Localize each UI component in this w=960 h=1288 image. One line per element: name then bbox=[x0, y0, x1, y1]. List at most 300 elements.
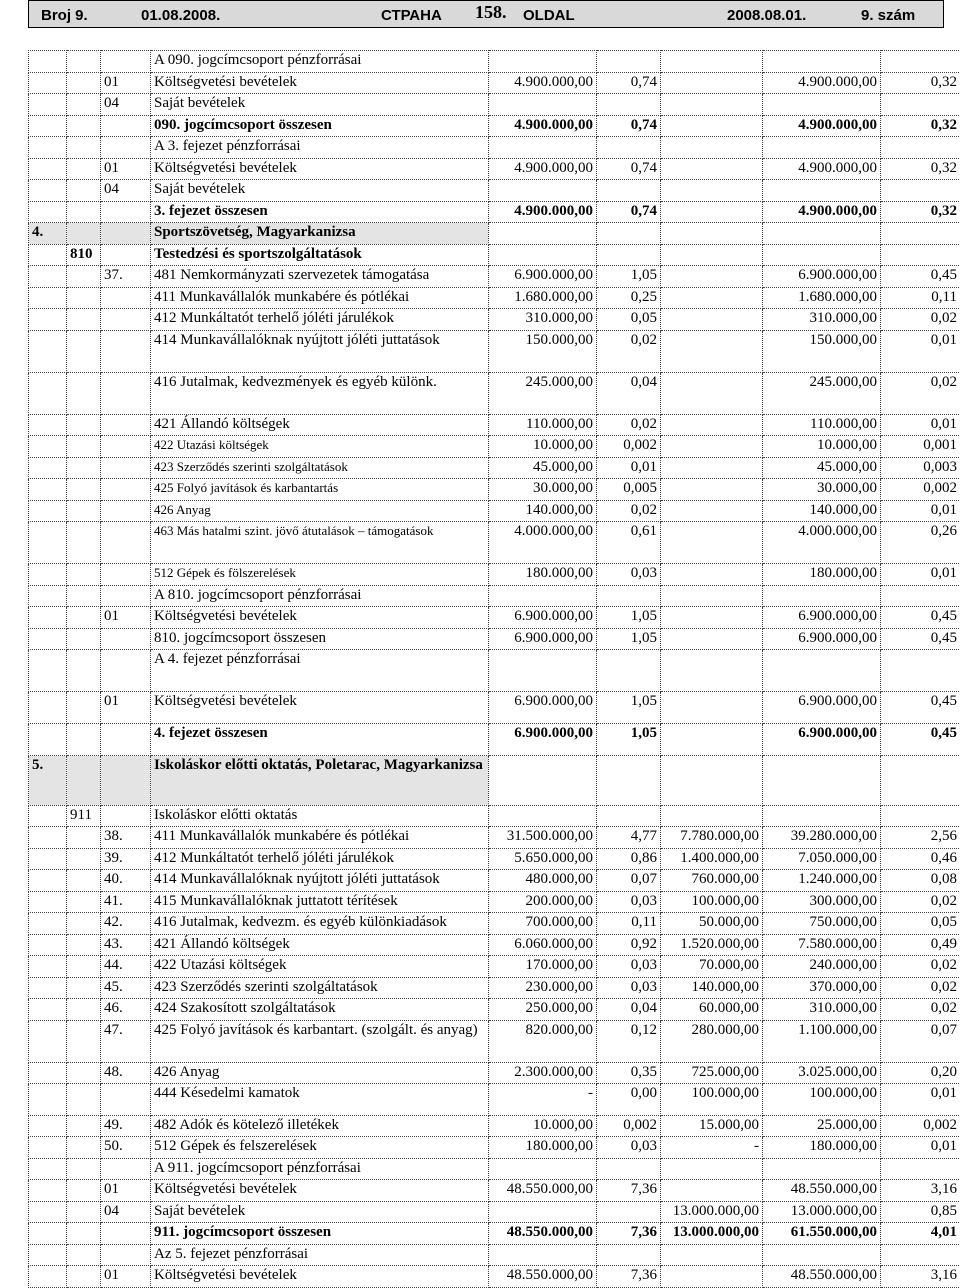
cell-description: 426 Anyag bbox=[151, 500, 489, 522]
cell-percent: 0,61 bbox=[597, 522, 661, 564]
cell-total-percent: 0,45 bbox=[881, 266, 960, 288]
cell-group bbox=[67, 1244, 101, 1266]
cell-total: 6.900.000,00 bbox=[763, 266, 881, 288]
cell-percent bbox=[597, 805, 661, 827]
cell-other-amount bbox=[661, 457, 763, 479]
cell-chapter bbox=[29, 201, 67, 223]
cell-total bbox=[763, 805, 881, 827]
cell-other-amount: 140.000,00 bbox=[661, 977, 763, 999]
cell-description: 423 Szerződés szerinti szolgáltatások bbox=[151, 977, 489, 999]
cell-total bbox=[763, 94, 881, 116]
cell-total: 310.000,00 bbox=[763, 999, 881, 1021]
cell-other-amount bbox=[661, 94, 763, 116]
cell-total bbox=[763, 1244, 881, 1266]
cell-other-amount bbox=[661, 372, 763, 414]
cell-description: A 090. jogcímcsoport pénzforrásai bbox=[151, 51, 489, 73]
cell-total: 45.000,00 bbox=[763, 457, 881, 479]
cell-amount: 48.550.000,00 bbox=[489, 1266, 597, 1288]
cell-amount: 6.900.000,00 bbox=[489, 723, 597, 755]
cell-percent: 0,002 bbox=[597, 436, 661, 458]
cell-percent: 0,07 bbox=[597, 870, 661, 892]
cell-percent bbox=[597, 51, 661, 73]
cell-amount: - bbox=[489, 1084, 597, 1116]
cell-other-amount: 15.000,00 bbox=[661, 1115, 763, 1137]
cell-item: 40. bbox=[101, 870, 151, 892]
cell-item bbox=[101, 479, 151, 501]
cell-item bbox=[101, 137, 151, 159]
cell-percent bbox=[597, 585, 661, 607]
cell-total-percent: 0,001 bbox=[881, 436, 960, 458]
cell-item bbox=[101, 115, 151, 137]
cell-chapter: 5. bbox=[29, 755, 67, 805]
cell-description: 421 Állandó költségek bbox=[151, 934, 489, 956]
cell-chapter bbox=[29, 436, 67, 458]
cell-other-amount bbox=[661, 585, 763, 607]
cell-percent: 0,35 bbox=[597, 1062, 661, 1084]
cell-item bbox=[101, 723, 151, 755]
cell-other-amount bbox=[661, 180, 763, 202]
cell-chapter bbox=[29, 1223, 67, 1245]
cell-item: 48. bbox=[101, 1062, 151, 1084]
cell-group bbox=[67, 1020, 101, 1062]
cell-other-amount bbox=[661, 287, 763, 309]
cell-percent: 0,005 bbox=[597, 479, 661, 501]
cell-other-amount: 60.000,00 bbox=[661, 999, 763, 1021]
cell-other-amount bbox=[661, 436, 763, 458]
cell-total-percent: 3,16 bbox=[881, 1180, 960, 1202]
cell-amount bbox=[489, 805, 597, 827]
cell-other-amount bbox=[661, 479, 763, 501]
cell-chapter bbox=[29, 607, 67, 629]
cell-total bbox=[763, 223, 881, 245]
cell-description: 463 Más hatalmi szint. jövő átutalások – támogatások bbox=[151, 522, 489, 564]
cell-total: 6.900.000,00 bbox=[763, 628, 881, 650]
cell-item bbox=[101, 51, 151, 73]
cell-percent: 0,04 bbox=[597, 372, 661, 414]
cell-chapter bbox=[29, 585, 67, 607]
cell-chapter bbox=[29, 479, 67, 501]
cell-amount: 31.500.000,00 bbox=[489, 827, 597, 849]
cell-amount: 250.000,00 bbox=[489, 999, 597, 1021]
header-date-left: 01.08.2008. bbox=[141, 7, 220, 24]
cell-percent: 0,03 bbox=[597, 891, 661, 913]
cell-group bbox=[67, 372, 101, 414]
cell-percent bbox=[597, 137, 661, 159]
table-row bbox=[29, 827, 960, 849]
cell-percent: 1,05 bbox=[597, 628, 661, 650]
cell-group bbox=[67, 607, 101, 629]
table-row bbox=[29, 692, 960, 724]
cell-total-percent: 0,49 bbox=[881, 934, 960, 956]
cell-total: 140.000,00 bbox=[763, 500, 881, 522]
cell-percent bbox=[597, 1201, 661, 1223]
cell-other-amount: 70.000,00 bbox=[661, 956, 763, 978]
cell-percent bbox=[597, 180, 661, 202]
cell-amount bbox=[489, 1244, 597, 1266]
cell-amount: 4.900.000,00 bbox=[489, 72, 597, 94]
cell-amount: 480.000,00 bbox=[489, 870, 597, 892]
cell-amount: 180.000,00 bbox=[489, 564, 597, 586]
cell-other-amount bbox=[661, 330, 763, 372]
cell-group bbox=[67, 1137, 101, 1159]
cell-total: 1.240.000,00 bbox=[763, 870, 881, 892]
cell-percent bbox=[597, 223, 661, 245]
cell-chapter bbox=[29, 999, 67, 1021]
cell-group bbox=[67, 309, 101, 331]
cell-total-percent: 0,05 bbox=[881, 913, 960, 935]
cell-description: 482 Adók és kötelező illetékek bbox=[151, 1115, 489, 1137]
cell-description: 414 Munkavállalóknak nyújtott jóléti juttatások bbox=[151, 330, 489, 372]
cell-amount: 5.650.000,00 bbox=[489, 848, 597, 870]
table-row bbox=[29, 913, 960, 935]
cell-group bbox=[67, 913, 101, 935]
cell-total: 245.000,00 bbox=[763, 372, 881, 414]
cell-amount: 820.000,00 bbox=[489, 1020, 597, 1062]
cell-other-amount: 100.000,00 bbox=[661, 1084, 763, 1116]
table-row bbox=[29, 977, 960, 999]
cell-group bbox=[67, 564, 101, 586]
budget-table-body bbox=[29, 51, 960, 1288]
table-row bbox=[29, 309, 960, 331]
cell-total-percent: 0,07 bbox=[881, 1020, 960, 1062]
cell-description: 444 Késedelmi kamatok bbox=[151, 1084, 489, 1116]
table-row bbox=[29, 1266, 960, 1288]
cell-description: Saját bevételek bbox=[151, 180, 489, 202]
cell-percent: 0,03 bbox=[597, 564, 661, 586]
table-row bbox=[29, 436, 960, 458]
cell-group bbox=[67, 999, 101, 1021]
cell-other-amount bbox=[661, 158, 763, 180]
cell-item: 49. bbox=[101, 1115, 151, 1137]
cell-total bbox=[763, 1158, 881, 1180]
cell-percent: 7,36 bbox=[597, 1180, 661, 1202]
cell-total: 4.900.000,00 bbox=[763, 201, 881, 223]
cell-total-percent: 0,01 bbox=[881, 500, 960, 522]
cell-group bbox=[67, 1158, 101, 1180]
cell-amount bbox=[489, 650, 597, 692]
cell-item: 37. bbox=[101, 266, 151, 288]
cell-percent: 0,02 bbox=[597, 414, 661, 436]
table-row bbox=[29, 999, 960, 1021]
cell-chapter bbox=[29, 1244, 67, 1266]
cell-chapter bbox=[29, 372, 67, 414]
cell-item bbox=[101, 805, 151, 827]
cell-description: 422 Utazási költségek bbox=[151, 956, 489, 978]
cell-description: Költségvetési bevételek bbox=[151, 1180, 489, 1202]
table-row bbox=[29, 848, 960, 870]
cell-chapter bbox=[29, 1084, 67, 1116]
cell-item bbox=[101, 330, 151, 372]
cell-total-percent: 0,32 bbox=[881, 72, 960, 94]
cell-total bbox=[763, 585, 881, 607]
cell-item: 46. bbox=[101, 999, 151, 1021]
cell-total-percent: 0,45 bbox=[881, 607, 960, 629]
cell-total-percent bbox=[881, 180, 960, 202]
table-row bbox=[29, 94, 960, 116]
cell-other-amount bbox=[661, 692, 763, 724]
cell-chapter bbox=[29, 287, 67, 309]
cell-amount: 180.000,00 bbox=[489, 1137, 597, 1159]
cell-other-amount bbox=[661, 137, 763, 159]
cell-total-percent: 0,01 bbox=[881, 1137, 960, 1159]
table-row bbox=[29, 870, 960, 892]
cell-percent bbox=[597, 755, 661, 805]
cell-description: Költségvetési bevételek bbox=[151, 692, 489, 724]
cell-group bbox=[67, 266, 101, 288]
cell-chapter bbox=[29, 1201, 67, 1223]
cell-group bbox=[67, 500, 101, 522]
cell-description: 425 Folyó javítások és karbantart. (szolgált. és anyag) bbox=[151, 1020, 489, 1062]
cell-group bbox=[67, 827, 101, 849]
cell-item bbox=[101, 500, 151, 522]
table-row bbox=[29, 956, 960, 978]
cell-description: Saját bevételek bbox=[151, 94, 489, 116]
cell-item bbox=[101, 223, 151, 245]
cell-item: 01 bbox=[101, 72, 151, 94]
cell-chapter bbox=[29, 848, 67, 870]
cell-amount: 140.000,00 bbox=[489, 500, 597, 522]
cell-group bbox=[67, 692, 101, 724]
cell-chapter bbox=[29, 628, 67, 650]
table-row bbox=[29, 607, 960, 629]
cell-description: 416 Jutalmak, kedvezm. és egyéb különkiadások bbox=[151, 913, 489, 935]
table-row bbox=[29, 137, 960, 159]
cell-other-amount: 7.780.000,00 bbox=[661, 827, 763, 849]
cell-group bbox=[67, 223, 101, 245]
cell-percent: 1,05 bbox=[597, 266, 661, 288]
cell-percent: 0,02 bbox=[597, 500, 661, 522]
cell-group bbox=[67, 201, 101, 223]
cell-total-percent bbox=[881, 1158, 960, 1180]
cell-description: 411 Munkavállalók munkabére és pótlékai bbox=[151, 287, 489, 309]
cell-chapter bbox=[29, 913, 67, 935]
cell-group bbox=[67, 1115, 101, 1137]
cell-chapter bbox=[29, 137, 67, 159]
cell-amount: 4.900.000,00 bbox=[489, 158, 597, 180]
cell-chapter bbox=[29, 723, 67, 755]
cell-item: 45. bbox=[101, 977, 151, 999]
cell-total-percent: 0,02 bbox=[881, 956, 960, 978]
cell-group bbox=[67, 522, 101, 564]
cell-total-percent: 0,003 bbox=[881, 457, 960, 479]
cell-total-percent: 0,01 bbox=[881, 330, 960, 372]
table-row bbox=[29, 1062, 960, 1084]
cell-amount bbox=[489, 1158, 597, 1180]
cell-description: 412 Munkáltatót terhelő jóléti járulékok bbox=[151, 848, 489, 870]
cell-chapter bbox=[29, 522, 67, 564]
cell-total: 300.000,00 bbox=[763, 891, 881, 913]
cell-amount bbox=[489, 94, 597, 116]
cell-chapter bbox=[29, 977, 67, 999]
cell-amount: 170.000,00 bbox=[489, 956, 597, 978]
cell-total bbox=[763, 180, 881, 202]
header-issue-number: 9. szám bbox=[861, 7, 915, 24]
cell-group bbox=[67, 457, 101, 479]
cell-group bbox=[67, 1223, 101, 1245]
cell-total-percent: 0,08 bbox=[881, 870, 960, 892]
table-row bbox=[29, 266, 960, 288]
cell-amount: 6.900.000,00 bbox=[489, 266, 597, 288]
cell-other-amount: 725.000,00 bbox=[661, 1062, 763, 1084]
cell-item: 01 bbox=[101, 158, 151, 180]
cell-chapter: 4. bbox=[29, 223, 67, 245]
cell-description: 425 Folyó javítások és karbantartás bbox=[151, 479, 489, 501]
cell-total: 310.000,00 bbox=[763, 309, 881, 331]
cell-group bbox=[67, 158, 101, 180]
cell-other-amount: - bbox=[661, 1137, 763, 1159]
cell-amount: 4.000.000,00 bbox=[489, 522, 597, 564]
cell-total: 150.000,00 bbox=[763, 330, 881, 372]
cell-total bbox=[763, 650, 881, 692]
cell-total: 4.900.000,00 bbox=[763, 72, 881, 94]
cell-total: 4.900.000,00 bbox=[763, 158, 881, 180]
cell-percent: 0,86 bbox=[597, 848, 661, 870]
cell-total-percent: 0,32 bbox=[881, 115, 960, 137]
cell-percent bbox=[597, 244, 661, 266]
cell-total-percent bbox=[881, 585, 960, 607]
cell-total-percent bbox=[881, 1244, 960, 1266]
cell-group bbox=[67, 137, 101, 159]
cell-group bbox=[67, 414, 101, 436]
cell-other-amount bbox=[661, 805, 763, 827]
cell-group bbox=[67, 650, 101, 692]
cell-other-amount bbox=[661, 522, 763, 564]
cell-item: 01 bbox=[101, 1180, 151, 1202]
table-row bbox=[29, 201, 960, 223]
cell-description: Költségvetési bevételek bbox=[151, 607, 489, 629]
cell-other-amount bbox=[661, 223, 763, 245]
cell-other-amount bbox=[661, 1180, 763, 1202]
cell-total: 6.900.000,00 bbox=[763, 607, 881, 629]
cell-item bbox=[101, 1244, 151, 1266]
cell-total-percent: 0,20 bbox=[881, 1062, 960, 1084]
cell-description: Költségvetési bevételek bbox=[151, 72, 489, 94]
cell-amount bbox=[489, 180, 597, 202]
cell-item: 01 bbox=[101, 607, 151, 629]
cell-other-amount bbox=[661, 51, 763, 73]
cell-group bbox=[67, 1180, 101, 1202]
cell-chapter bbox=[29, 94, 67, 116]
table-row bbox=[29, 564, 960, 586]
cell-total: 180.000,00 bbox=[763, 1137, 881, 1159]
cell-description: Az 5. fejezet pénzforrásai bbox=[151, 1244, 489, 1266]
cell-total-percent bbox=[881, 51, 960, 73]
cell-amount: 230.000,00 bbox=[489, 977, 597, 999]
cell-group bbox=[67, 436, 101, 458]
cell-other-amount bbox=[661, 1244, 763, 1266]
cell-description: 421 Állandó költségek bbox=[151, 414, 489, 436]
cell-total: 48.550.000,00 bbox=[763, 1180, 881, 1202]
table-row bbox=[29, 51, 960, 73]
cell-chapter bbox=[29, 650, 67, 692]
cell-item: 38. bbox=[101, 827, 151, 849]
cell-total-percent: 0,85 bbox=[881, 1201, 960, 1223]
cell-description: Testedzési és sportszolgáltatások bbox=[151, 244, 489, 266]
cell-item bbox=[101, 414, 151, 436]
cell-percent: 0,02 bbox=[597, 330, 661, 372]
cell-percent: 1,05 bbox=[597, 607, 661, 629]
cell-description: 414 Munkavállalóknak nyújtott jóléti juttatások bbox=[151, 870, 489, 892]
table-row bbox=[29, 1244, 960, 1266]
cell-percent: 0,03 bbox=[597, 977, 661, 999]
cell-description: 512 Gépek és felszerelések bbox=[151, 1137, 489, 1159]
cell-chapter bbox=[29, 1062, 67, 1084]
cell-total-percent: 0,02 bbox=[881, 977, 960, 999]
table-row bbox=[29, 244, 960, 266]
cell-description: 415 Munkavállalóknak juttatott térítések bbox=[151, 891, 489, 913]
cell-group bbox=[67, 628, 101, 650]
cell-percent: 0,74 bbox=[597, 72, 661, 94]
cell-amount: 310.000,00 bbox=[489, 309, 597, 331]
cell-description: A 911. jogcímcsoport pénzforrásai bbox=[151, 1158, 489, 1180]
cell-other-amount bbox=[661, 309, 763, 331]
cell-other-amount bbox=[661, 755, 763, 805]
cell-amount: 10.000,00 bbox=[489, 1115, 597, 1137]
cell-other-amount: 100.000,00 bbox=[661, 891, 763, 913]
cell-description: 512 Gépek és fölszerelések bbox=[151, 564, 489, 586]
cell-amount: 6.900.000,00 bbox=[489, 692, 597, 724]
cell-description: 4. fejezet összesen bbox=[151, 723, 489, 755]
cell-other-amount bbox=[661, 1266, 763, 1288]
cell-chapter bbox=[29, 827, 67, 849]
cell-total bbox=[763, 51, 881, 73]
header-date-right: 2008.08.01. bbox=[727, 7, 806, 24]
cell-total-percent: 3,16 bbox=[881, 1266, 960, 1288]
cell-group bbox=[67, 870, 101, 892]
cell-percent: 7,36 bbox=[597, 1223, 661, 1245]
cell-item bbox=[101, 436, 151, 458]
table-row bbox=[29, 723, 960, 755]
cell-item: 41. bbox=[101, 891, 151, 913]
page-header bbox=[28, 0, 944, 28]
cell-description: Sportszövetség, Magyarkanizsa bbox=[151, 223, 489, 245]
table-row bbox=[29, 1201, 960, 1223]
cell-chapter bbox=[29, 564, 67, 586]
cell-total-percent: 2,56 bbox=[881, 827, 960, 849]
cell-chapter bbox=[29, 891, 67, 913]
cell-item: 43. bbox=[101, 934, 151, 956]
cell-amount bbox=[489, 51, 597, 73]
cell-amount: 1.680.000,00 bbox=[489, 287, 597, 309]
cell-total-percent: 0,45 bbox=[881, 723, 960, 755]
cell-description: 911. jogcímcsoport összesen bbox=[151, 1223, 489, 1245]
cell-total-percent bbox=[881, 755, 960, 805]
table-row bbox=[29, 755, 960, 805]
cell-percent: 0,12 bbox=[597, 1020, 661, 1062]
cell-amount: 10.000,00 bbox=[489, 436, 597, 458]
cell-group bbox=[67, 115, 101, 137]
cell-group bbox=[67, 180, 101, 202]
cell-total-percent: 0,01 bbox=[881, 414, 960, 436]
cell-description: 424 Szakosított szolgáltatások bbox=[151, 999, 489, 1021]
cell-amount bbox=[489, 585, 597, 607]
cell-item: 04 bbox=[101, 1201, 151, 1223]
cell-other-amount bbox=[661, 244, 763, 266]
cell-chapter bbox=[29, 1115, 67, 1137]
cell-chapter bbox=[29, 956, 67, 978]
cell-amount: 150.000,00 bbox=[489, 330, 597, 372]
cell-chapter bbox=[29, 180, 67, 202]
table-row bbox=[29, 372, 960, 414]
cell-chapter bbox=[29, 1266, 67, 1288]
cell-item bbox=[101, 522, 151, 564]
table-row bbox=[29, 500, 960, 522]
table-row bbox=[29, 805, 960, 827]
cell-group bbox=[67, 51, 101, 73]
cell-item bbox=[101, 1084, 151, 1116]
cell-item bbox=[101, 201, 151, 223]
cell-total-percent: 0,32 bbox=[881, 158, 960, 180]
